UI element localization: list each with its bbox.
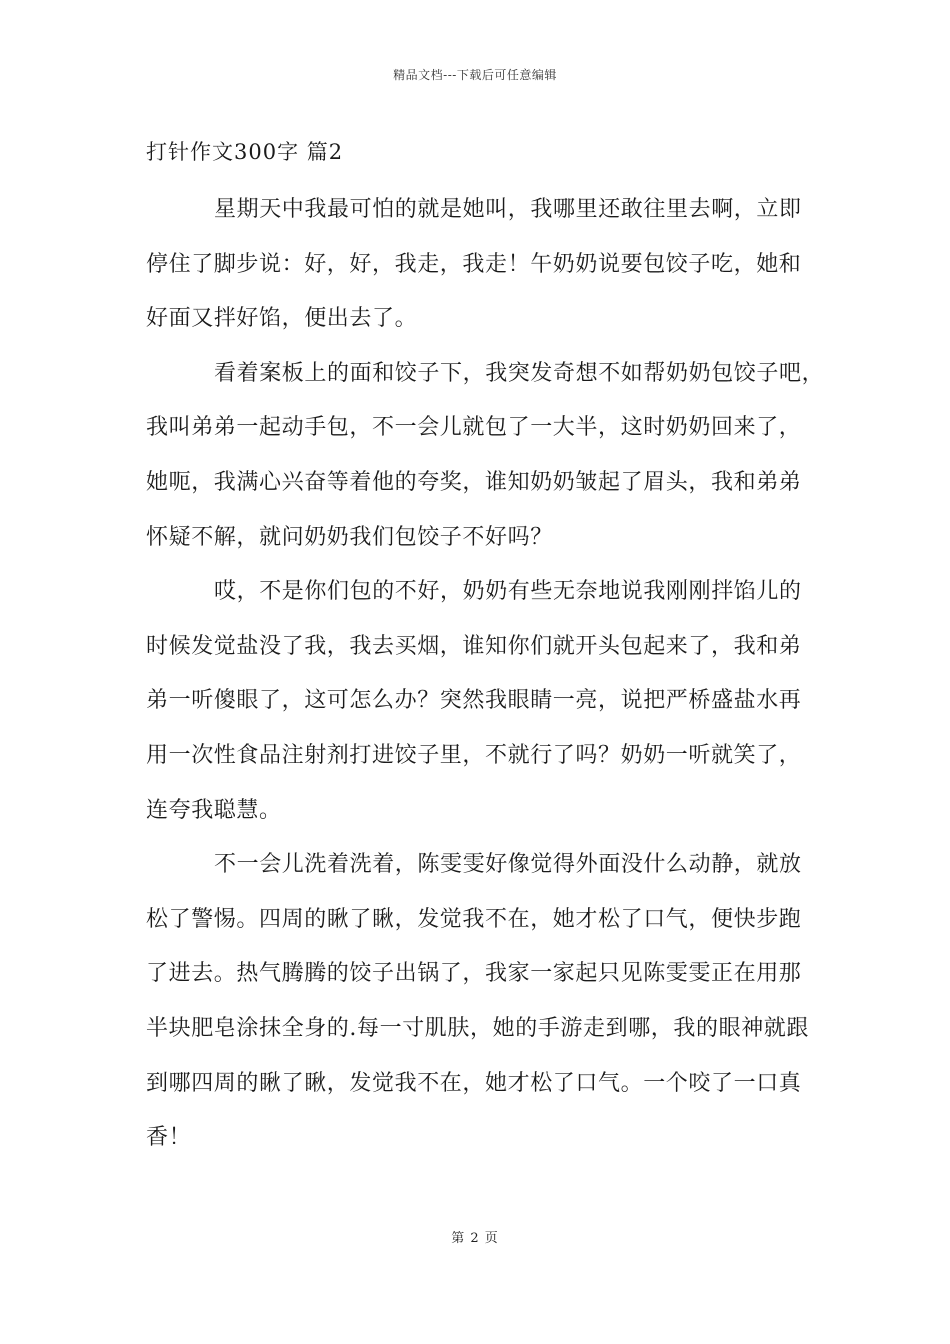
text-line: 香！ — [146, 1125, 192, 1151]
text-line: 我叫弟弟一起动手包，不一会儿就包了一大半，这时奶奶回来了， — [146, 415, 802, 441]
document-body — [146, 190, 826, 1173]
text-line: 看着案板上的面和饺子下，我突发奇想不如帮奶奶包饺子吧， — [214, 360, 825, 386]
text-line: 星期天中我最可怕的就是她叫，我哪里还敢往里去啊，立即 — [214, 197, 802, 222]
text-line: 停住了脚步说：好，好，我走，我走！午奶奶说要包饺子吃，她和 — [146, 251, 802, 277]
text-line: 好面又拌好馅，便出去了。 — [146, 306, 418, 332]
header-note: 精品文档---下载后可任意编辑 — [393, 68, 557, 82]
document-title: 打针作文300字 篇2 — [146, 140, 344, 164]
text-line: 不一会儿洗着洗着，陈雯雯好像觉得外面没什么动静，就放 — [214, 852, 802, 878]
text-line: 哎，不是你们包的不好，奶奶有些无奈地说我刚刚拌馅儿的 — [214, 579, 802, 605]
text-line: 时候发觉盐没了我，我去买烟，谁知你们就开头包起来了，我和弟 — [146, 633, 802, 659]
text-line: 半块肥皂涂抹全身的.每一寸肌肤，她的手游走到哪，我的眼神就跟 — [146, 1015, 809, 1041]
text-line: 到哪四周的瞅了瞅，发觉我不在，她才松了口气。一个咬了一口真 — [146, 1070, 802, 1096]
text-line: 用一次性食品注射剂打进饺子里，不就行了吗？奶奶一听就笑了， — [146, 742, 802, 768]
text-line: 她呃，我满心兴奋等着他的夸奖，谁知奶奶皱起了眉头，我和弟弟 — [146, 469, 802, 495]
page-number: 第 2 页 — [451, 1231, 499, 1246]
text-line: 了进去。热气腾腾的饺子出锅了，我家一家起只见陈雯雯正在用那 — [146, 961, 802, 987]
text-line: 弟一听傻眼了，这可怎么办？突然我眼睛一亮，说把严桥盛盐水再 — [146, 688, 802, 714]
text-line: 连夸我聪慧。 — [146, 797, 282, 823]
text-line: 怀疑不解，就问奶奶我们包饺子不好吗？ — [146, 524, 553, 550]
text-line: 松了警惕。四周的瞅了瞅，发觉我不在，她才松了口气，便快步跑 — [146, 906, 802, 932]
